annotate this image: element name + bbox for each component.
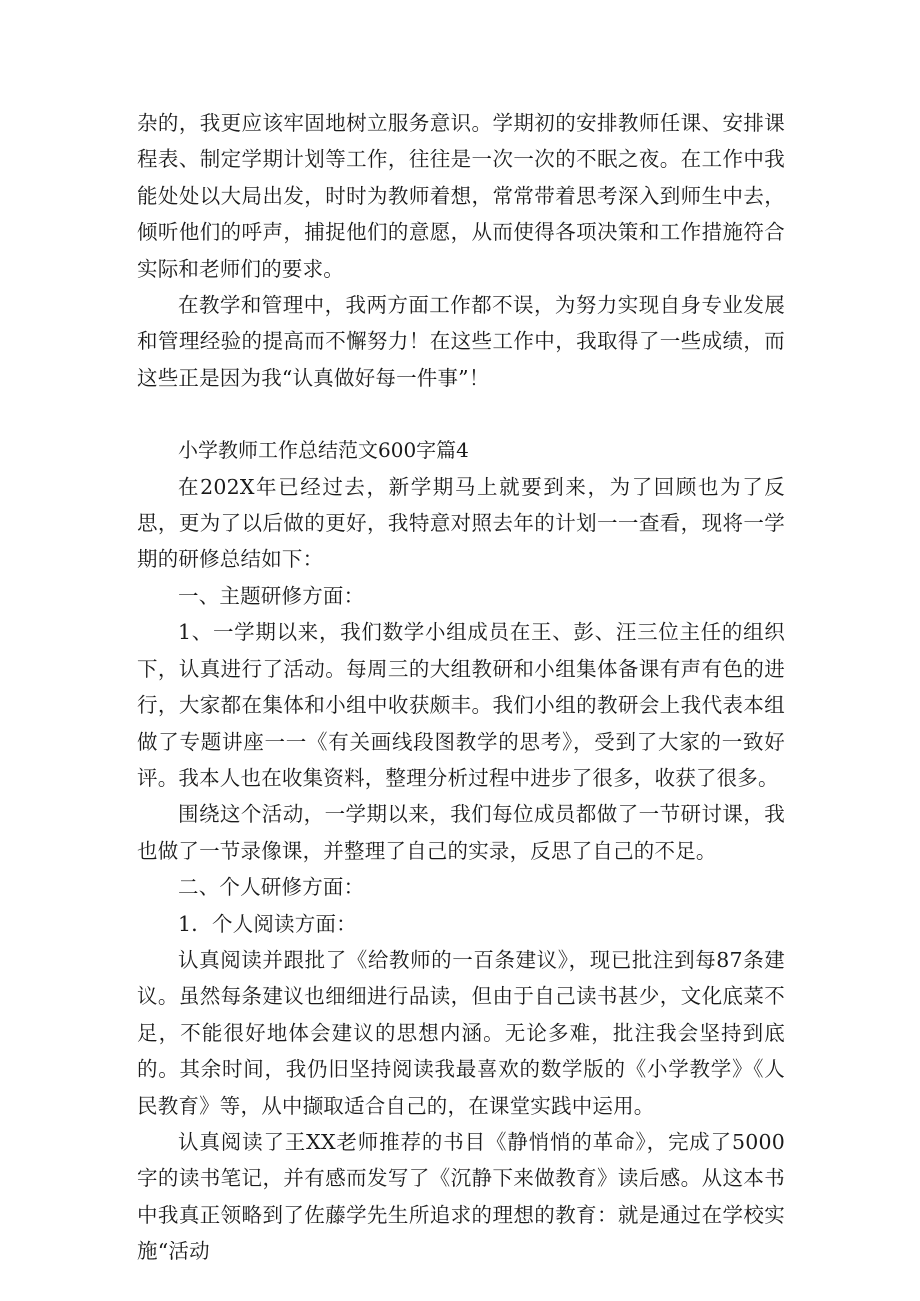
- blank-line: [137, 396, 785, 432]
- paragraph-continued: 杂的，我更应该牢固地树立服务意识。学期初的安排教师任课、安排课程表、制定学期计划等工作，往往是一次一次的不眠之夜。在工作中我能处处以大局出发，时时为教师着想，常常带着思考深入到师生中去，倾听他们的呼声，捕捉他们的意愿，从而使得各项决策和工作措施符合实际和老师们的要求。: [137, 111, 785, 281]
- subheading: 1．个人阅读方面：: [178, 911, 357, 936]
- paragraph: 在教学和管理中，我两方面工作都不误，为努力实现自身专业发展和管理经验的提高而不懈努力！在这些工作中，我取得了一些成绩，而这些正是因为我“认真做好每一件事”！: [137, 293, 785, 390]
- paragraph: 认真阅读了王XX老师推荐的书目《静悄悄的革命》，完成了5000字的读书笔记，并有感而发写了《沉静下来做教育》读后感。从这本书中我真正领略到了佐藤学先生所追求的理想的教育：就是通过在学校实施“活动: [137, 1129, 785, 1264]
- paragraph: 1、一学期以来，我们数学小组成员在王、彭、汪三位主任的组织下，认真进行了活动。每周三的大组教研和小组集体备课有声有色的进行，大家都在集体和小组中收获颇丰。我们小组的教研会上我代表本组做了专题讲座一一《有关画线段图教学的思考》，受到了大家的一致好评。我本人也在收集资料，整理分析过程中进步了很多，收获了很多。: [137, 620, 785, 790]
- paragraph: 在202X年已经过去，新学期马上就要到来，为了回顾也为了反思，更为了以后做的更好，我特意对照去年的计划一一查看，现将一学期的研修总结如下：: [137, 474, 785, 572]
- subheading: 二、个人研修方面：: [178, 875, 365, 900]
- paragraph: 围绕这个活动，一学期以来，我们每位成员都做了一节研讨课，我也做了一节录像课，并整理了自己的实录，反思了自己的不足。: [137, 802, 785, 863]
- document-body: [137, 105, 785, 1270]
- paragraph: 认真阅读并跟批了《给教师的一百条建议》，现已批注到每87条建议。虽然每条建议也细细进行品读，但由于自己读书甚少，文化底菜不足，不能很好地体会建议的思想内涵。无论多难，批注我会坚持到底的。其余时间，我仍旧坚持阅读我最喜欢的数学版的《小学教学》《人民教育》等，从中撷取适合自己的，在课堂实践中运用。: [137, 947, 785, 1118]
- subheading: 一、主题研修方面：: [178, 583, 365, 608]
- section-title: 小学教师工作总结范文600字篇4: [178, 438, 469, 463]
